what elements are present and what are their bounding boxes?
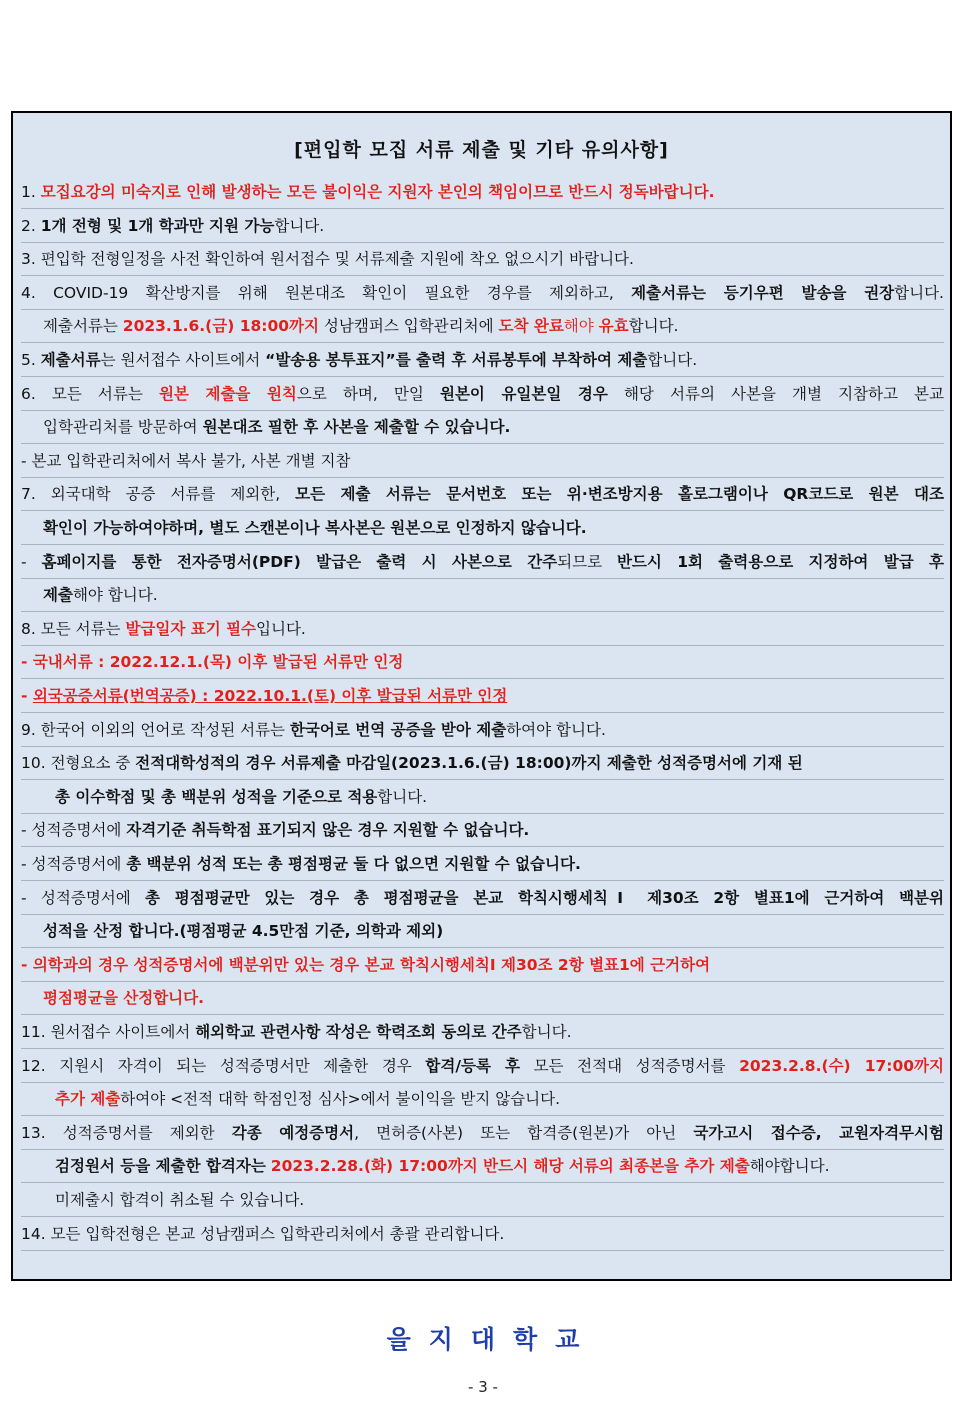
notice-line xyxy=(21,814,944,847)
notice-line xyxy=(21,243,944,276)
notice-line-text: 해야 합니다. xyxy=(72,586,158,605)
notice-line-text: 성남캠퍼스 입학관리처에 xyxy=(319,317,499,336)
notice-line xyxy=(21,949,944,982)
notice-line xyxy=(21,1016,944,1049)
notice-line-text: 모집요강의 미숙지로 인해 발생하는 모든 불이익은 지원자 본인의 책임이므로 반드시 정독바랍니다. xyxy=(40,183,715,201)
notice-line-text: 원본이 유일본일 경우 xyxy=(439,384,608,403)
notice-line-text: 제출서류 xyxy=(40,351,101,369)
notice-line-text: 총 이수학점 및 총 백분위 성적을 기준으로 적용 xyxy=(55,787,378,806)
notice-line-text: 6. 모든 서류는 xyxy=(21,384,159,403)
notice-line-text: 9. 한국어 이외의 언어로 작성된 서류는 xyxy=(21,720,290,739)
notice-line-text: 합니다. xyxy=(274,216,325,235)
notice-line xyxy=(21,310,944,343)
notice-line-text: 제출 xyxy=(43,586,73,605)
notice-line-text: 14. 모든 입학전형은 본교 성남캠퍼스 입학관리처에서 총괄 관리합니다. xyxy=(21,1224,505,1243)
notice-line xyxy=(21,1184,944,1217)
notice-line xyxy=(21,848,944,881)
notice-line-text: 5. xyxy=(21,351,41,369)
notice-line-text: “발송용 봉투표지”를 출력 후 서류봉투에 부착하여 제출 xyxy=(265,351,648,369)
notice-line-text: 원본대조 필한 후 사본을 제출할 수 있습니다. xyxy=(202,418,511,437)
notice-line-text: 반드시 1회 출력용으로 지정하여 발급 후 xyxy=(616,552,944,571)
notice-line-text: 12. 지원시 자격이 되는 성적증명서만 제출한 경우 xyxy=(21,1056,426,1075)
notice-line-text: 하여야 합니다. xyxy=(506,720,606,739)
notice-line-text: - 의학과의 경우 성적증명서에 백분위만 있는 경우 본교 학칙시행세칙Ⅰ 제30조 2항 별표1에 근거하여 xyxy=(21,955,711,974)
notice-line-text: 전적대학성적의 경우 서류제출 마감일(2023.1.6.(금) 18:00)까지 제출한 성적증명서에 기재 된 xyxy=(135,754,803,773)
notice-line xyxy=(21,747,944,780)
notice-line-text: 8. 모든 서류는 xyxy=(21,619,126,638)
notice-line-text: 홈페이지를 통한 전자증명서(PDF) 발급은 출력 시 사본으로 간주 xyxy=(41,552,558,571)
notice-line-text: 외국공증서류(번역공증) : 2022.10.1.(토) 이후 발급된 서류만 인정 xyxy=(32,687,508,705)
notice-line xyxy=(21,546,944,579)
notice-line-text: - xyxy=(21,687,33,705)
notice-line-text: 합니다. xyxy=(647,351,698,369)
notice-line-text: 국가고시 접수증, 교원자격무시험 xyxy=(693,1123,944,1142)
notice-line-text: 7. 외국대학 공증 서류를 제외한, xyxy=(21,485,296,504)
notice-line-text: 합니다. xyxy=(521,1023,572,1041)
notice-line-text: 성적을 산정 합니다.(평점평균 4.5만점 기준, 의학과 제외) xyxy=(43,922,444,941)
notice-line-text: 모든 제출 서류는 문서번호 또는 위·변조방지용 홀로그램이나 QR코드로 원본 대조 xyxy=(295,485,944,504)
notice-line-text: 합니다. xyxy=(894,283,944,302)
notice-line-text: 확인이 가능하여야하며, 별도 스캔본이나 복사본은 원본으로 인정하지 않습니다. xyxy=(43,519,587,537)
notice-line-text: 해당 서류의 사본을 개별 지참하고 본교 xyxy=(607,384,944,403)
page-number: - 3 - xyxy=(468,1378,498,1396)
university-name: 을지대학교 xyxy=(386,1325,598,1354)
notice-line-text: - 성적증명서에 xyxy=(21,888,146,907)
notice-line xyxy=(21,1083,944,1116)
notice-line-text: 원본 제출을 원칙 xyxy=(158,384,297,403)
notice-line-text: 1개 전형 및 1개 학과만 지원 가능 xyxy=(40,216,275,235)
notice-line-text: 한국어로 번역 공증을 받아 제출 xyxy=(289,720,507,739)
notice-line-text: 각종 예정증명서 xyxy=(231,1123,355,1142)
notice-line xyxy=(21,579,944,612)
notice-line-text: 발급일자 표기 필수 xyxy=(125,619,257,638)
notice-line xyxy=(21,478,944,511)
notice-line-text: 11. 원서접수 사이트에서 xyxy=(21,1023,196,1041)
notice-line xyxy=(21,1050,944,1083)
notice-line xyxy=(21,1218,944,1251)
notice-line xyxy=(21,210,944,243)
notice-line-text: 미제출시 합격이 취소될 수 있습니다. xyxy=(55,1191,305,1209)
notice-line-text: 총 평점평균만 있는 경우 총 평점평균을 본교 학칙시행세칙Ⅰ 제30조 2항 별표1에 근거하여 백분위 xyxy=(145,888,944,907)
notice-line xyxy=(21,411,944,444)
notice-line-text: 모든 전적대 성적증명서를 xyxy=(519,1056,740,1075)
notice-line-text: 하여야 <전적 대학 학점인정 심사>에서 불이익을 받지 않습니다. xyxy=(120,1090,561,1109)
notice-line xyxy=(21,277,944,310)
notice-line-text: 추가 제출 xyxy=(55,1090,121,1109)
notice-title: [편입학 모집 서류 제출 및 기타 유의사항] xyxy=(294,139,669,161)
notice-line-text: - 국내서류 : 2022.12.1.(목) 이후 발급된 서류만 인정 xyxy=(21,653,404,672)
notice-line-text: 2023.2.8.(수) 17:00까지 xyxy=(739,1056,944,1075)
notice-line xyxy=(21,344,944,377)
notice-line-text: 4. COVID-19 확산방지를 위해 원본대조 확인이 필요한 경우를 제외하고, xyxy=(21,283,632,302)
notice-line-text: 자격기준 취득학점 표기되지 않은 경우 지원할 수 없습니다. xyxy=(126,821,530,840)
notice-line-text: 1. xyxy=(21,183,41,201)
notice-line-text: 합니다. xyxy=(628,317,679,336)
notice-line-text: 총 백분위 성적 또는 총 평점평균 둘 다 없으면 지원할 수 없습니다. xyxy=(126,855,581,873)
notice-line xyxy=(21,512,944,545)
notice-line-text: 3. 편입학 전형일정을 사전 확인하여 원서접수 및 서류제출 지원에 착오 없으시기 바랍니다. xyxy=(21,250,634,269)
notice-line-text: 제출서류는 xyxy=(43,317,123,336)
notice-line-text: 는 원서접수 사이트에서 xyxy=(100,351,266,369)
notice-line-text: - 성적증명서에 xyxy=(21,855,127,873)
notice-line-text: 13. 성적증명서를 제외한 xyxy=(21,1123,232,1142)
notice-line xyxy=(21,1150,944,1183)
notice-line-text: 제출서류는 등기우편 발송을 권장 xyxy=(631,283,895,302)
notice-line-text: 2023.1.6.(금) 18:00까지 xyxy=(122,317,319,336)
notice-line xyxy=(21,714,944,747)
notice-line xyxy=(21,680,944,713)
notice-line-text: 합니다. xyxy=(377,787,428,806)
notice-line-text: 으로 하며, 만일 xyxy=(296,384,440,403)
notice-line-text: 되므로 xyxy=(557,552,617,571)
notice-line-text: 해외학교 관련사항 작성은 학력조회 동의로 간주 xyxy=(195,1023,522,1041)
notice-line xyxy=(21,378,944,411)
notice-line-text: 유효 xyxy=(598,317,629,336)
notice-line-text: - 성적증명서에 xyxy=(21,821,127,840)
notice-line-text: 평점평균을 산정합니다. xyxy=(43,989,205,1008)
notice-line xyxy=(21,1117,944,1150)
notice-line-text: 도착 완료 xyxy=(498,317,564,336)
notice-line-text: 합격/등록 후 xyxy=(425,1056,520,1075)
notice-line-text: , 면허증(사본) 또는 합격증(원본)가 아닌 xyxy=(354,1123,694,1142)
notice-line-text: - xyxy=(21,552,42,571)
notice-line xyxy=(21,445,944,478)
notice-line-text: 2. xyxy=(21,216,41,235)
notice-line xyxy=(21,781,944,814)
notice-line xyxy=(21,882,944,915)
notice-box xyxy=(11,111,952,1281)
notice-line xyxy=(21,915,944,948)
notice-line-text: 입니다. xyxy=(256,619,306,638)
notice-line xyxy=(21,646,944,679)
notice-line-text: 해야 xyxy=(563,317,599,336)
notice-line-text: 검정원서 등을 제출한 합격자는 xyxy=(55,1157,266,1176)
notice-line xyxy=(21,613,944,646)
notice-line-text: 해야합니다. xyxy=(749,1157,830,1176)
notice-line-text: 2023.2.28.(화) 17:00까지 반드시 해당 서류의 최종본을 추가 제출 xyxy=(270,1157,750,1176)
notice-line-text: - 본교 입학관리처에서 복사 불가, 사본 개별 지참 xyxy=(21,451,351,470)
notice-line-text: 10. 전형요소 중 xyxy=(21,754,136,773)
notice-line xyxy=(21,982,944,1015)
notice-line-text: 입학관리처를 방문하여 xyxy=(43,418,203,437)
notice-line xyxy=(21,176,944,209)
